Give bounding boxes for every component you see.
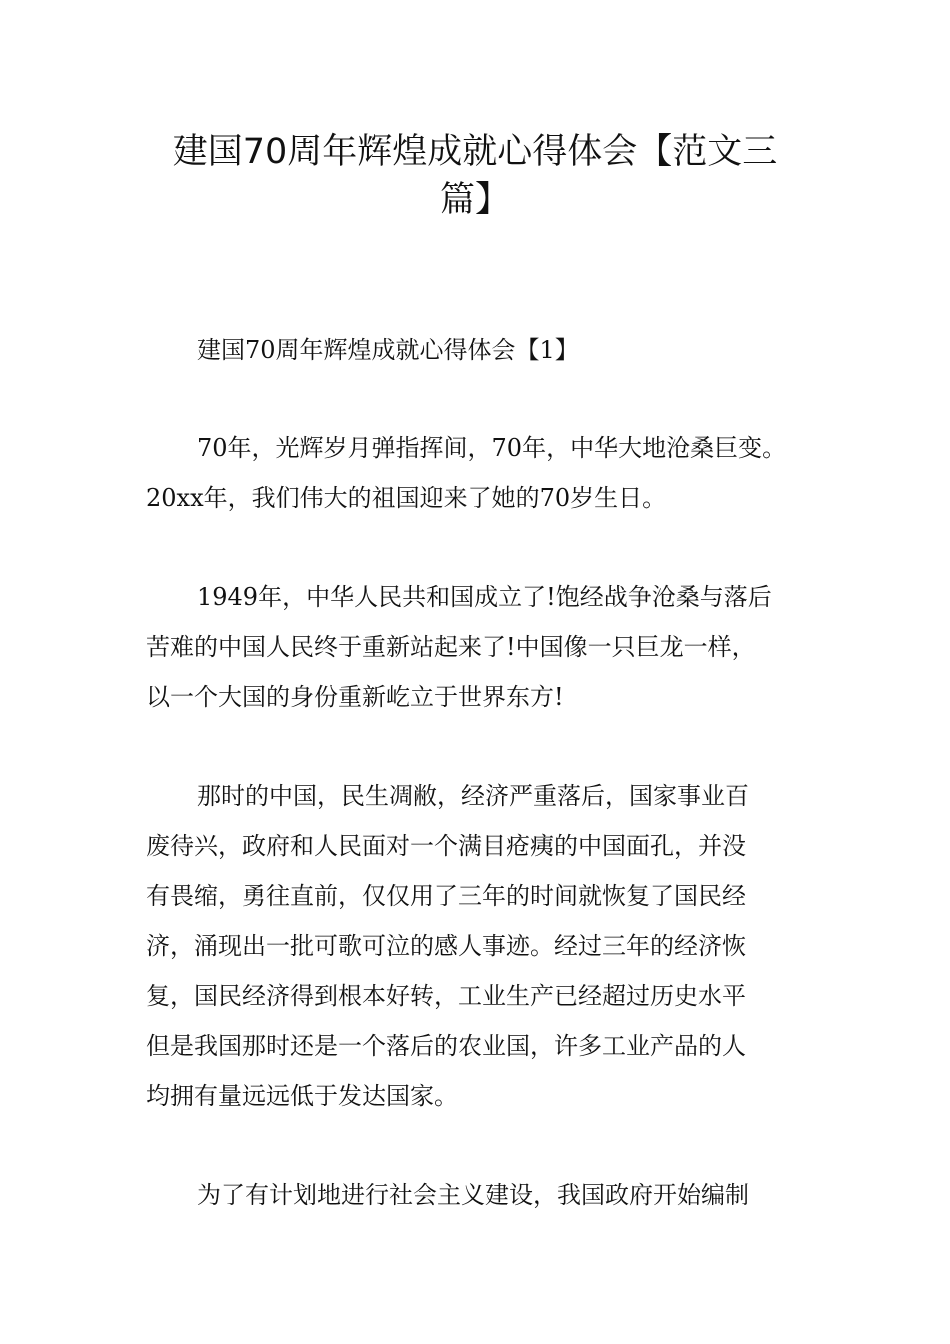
paragraph-line: 20xx年，我们伟大的祖国迎来了她的70岁生日。 [146,484,667,512]
paragraph-line: 复，国民经济得到根本好转，工业生产已经超过历史水平 [146,982,746,1010]
document-title-line-2: 篇】 [439,180,510,220]
paragraph-line: 70年，光辉岁月弹指挥间，70年，中华大地沧桑巨变。 [197,434,787,462]
paragraph-line: 废待兴，政府和人民面对一个满目疮痍的中国面孔，并没 [146,832,746,860]
paragraph-line: 为了有计划地进行社会主义建设，我国政府开始编制 [197,1181,749,1209]
paragraph-line: 均拥有量远远低于发达国家。 [146,1082,458,1110]
paragraph-line: 1949年，中华人民共和国成立了!饱经战争沧桑与落后 [197,583,772,611]
paragraph-line: 以一个大国的身份重新屹立于世界东方! [146,683,564,711]
paragraph-line: 济，涌现出一批可歌可泣的感人事迹。经过三年的经济恢 [146,932,746,960]
paragraph-line: 那时的中国，民生凋敝，经济严重落后，国家事业百 [197,782,749,810]
paragraph-line: 但是我国那时还是一个落后的农业国，许多工业产品的人 [146,1032,746,1060]
paragraph-line: 苦难的中国人民终于重新站起来了!中国像一只巨龙一样， [146,633,756,661]
paragraph-line: 有畏缩，勇往直前，仅仅用了三年的时间就恢复了国民经 [146,882,746,910]
document-title-line-1: 建国70周年辉煌成就心得体会【范文三 [172,132,778,172]
section-heading-1: 建国70周年辉煌成就心得体会【1】 [197,336,579,364]
